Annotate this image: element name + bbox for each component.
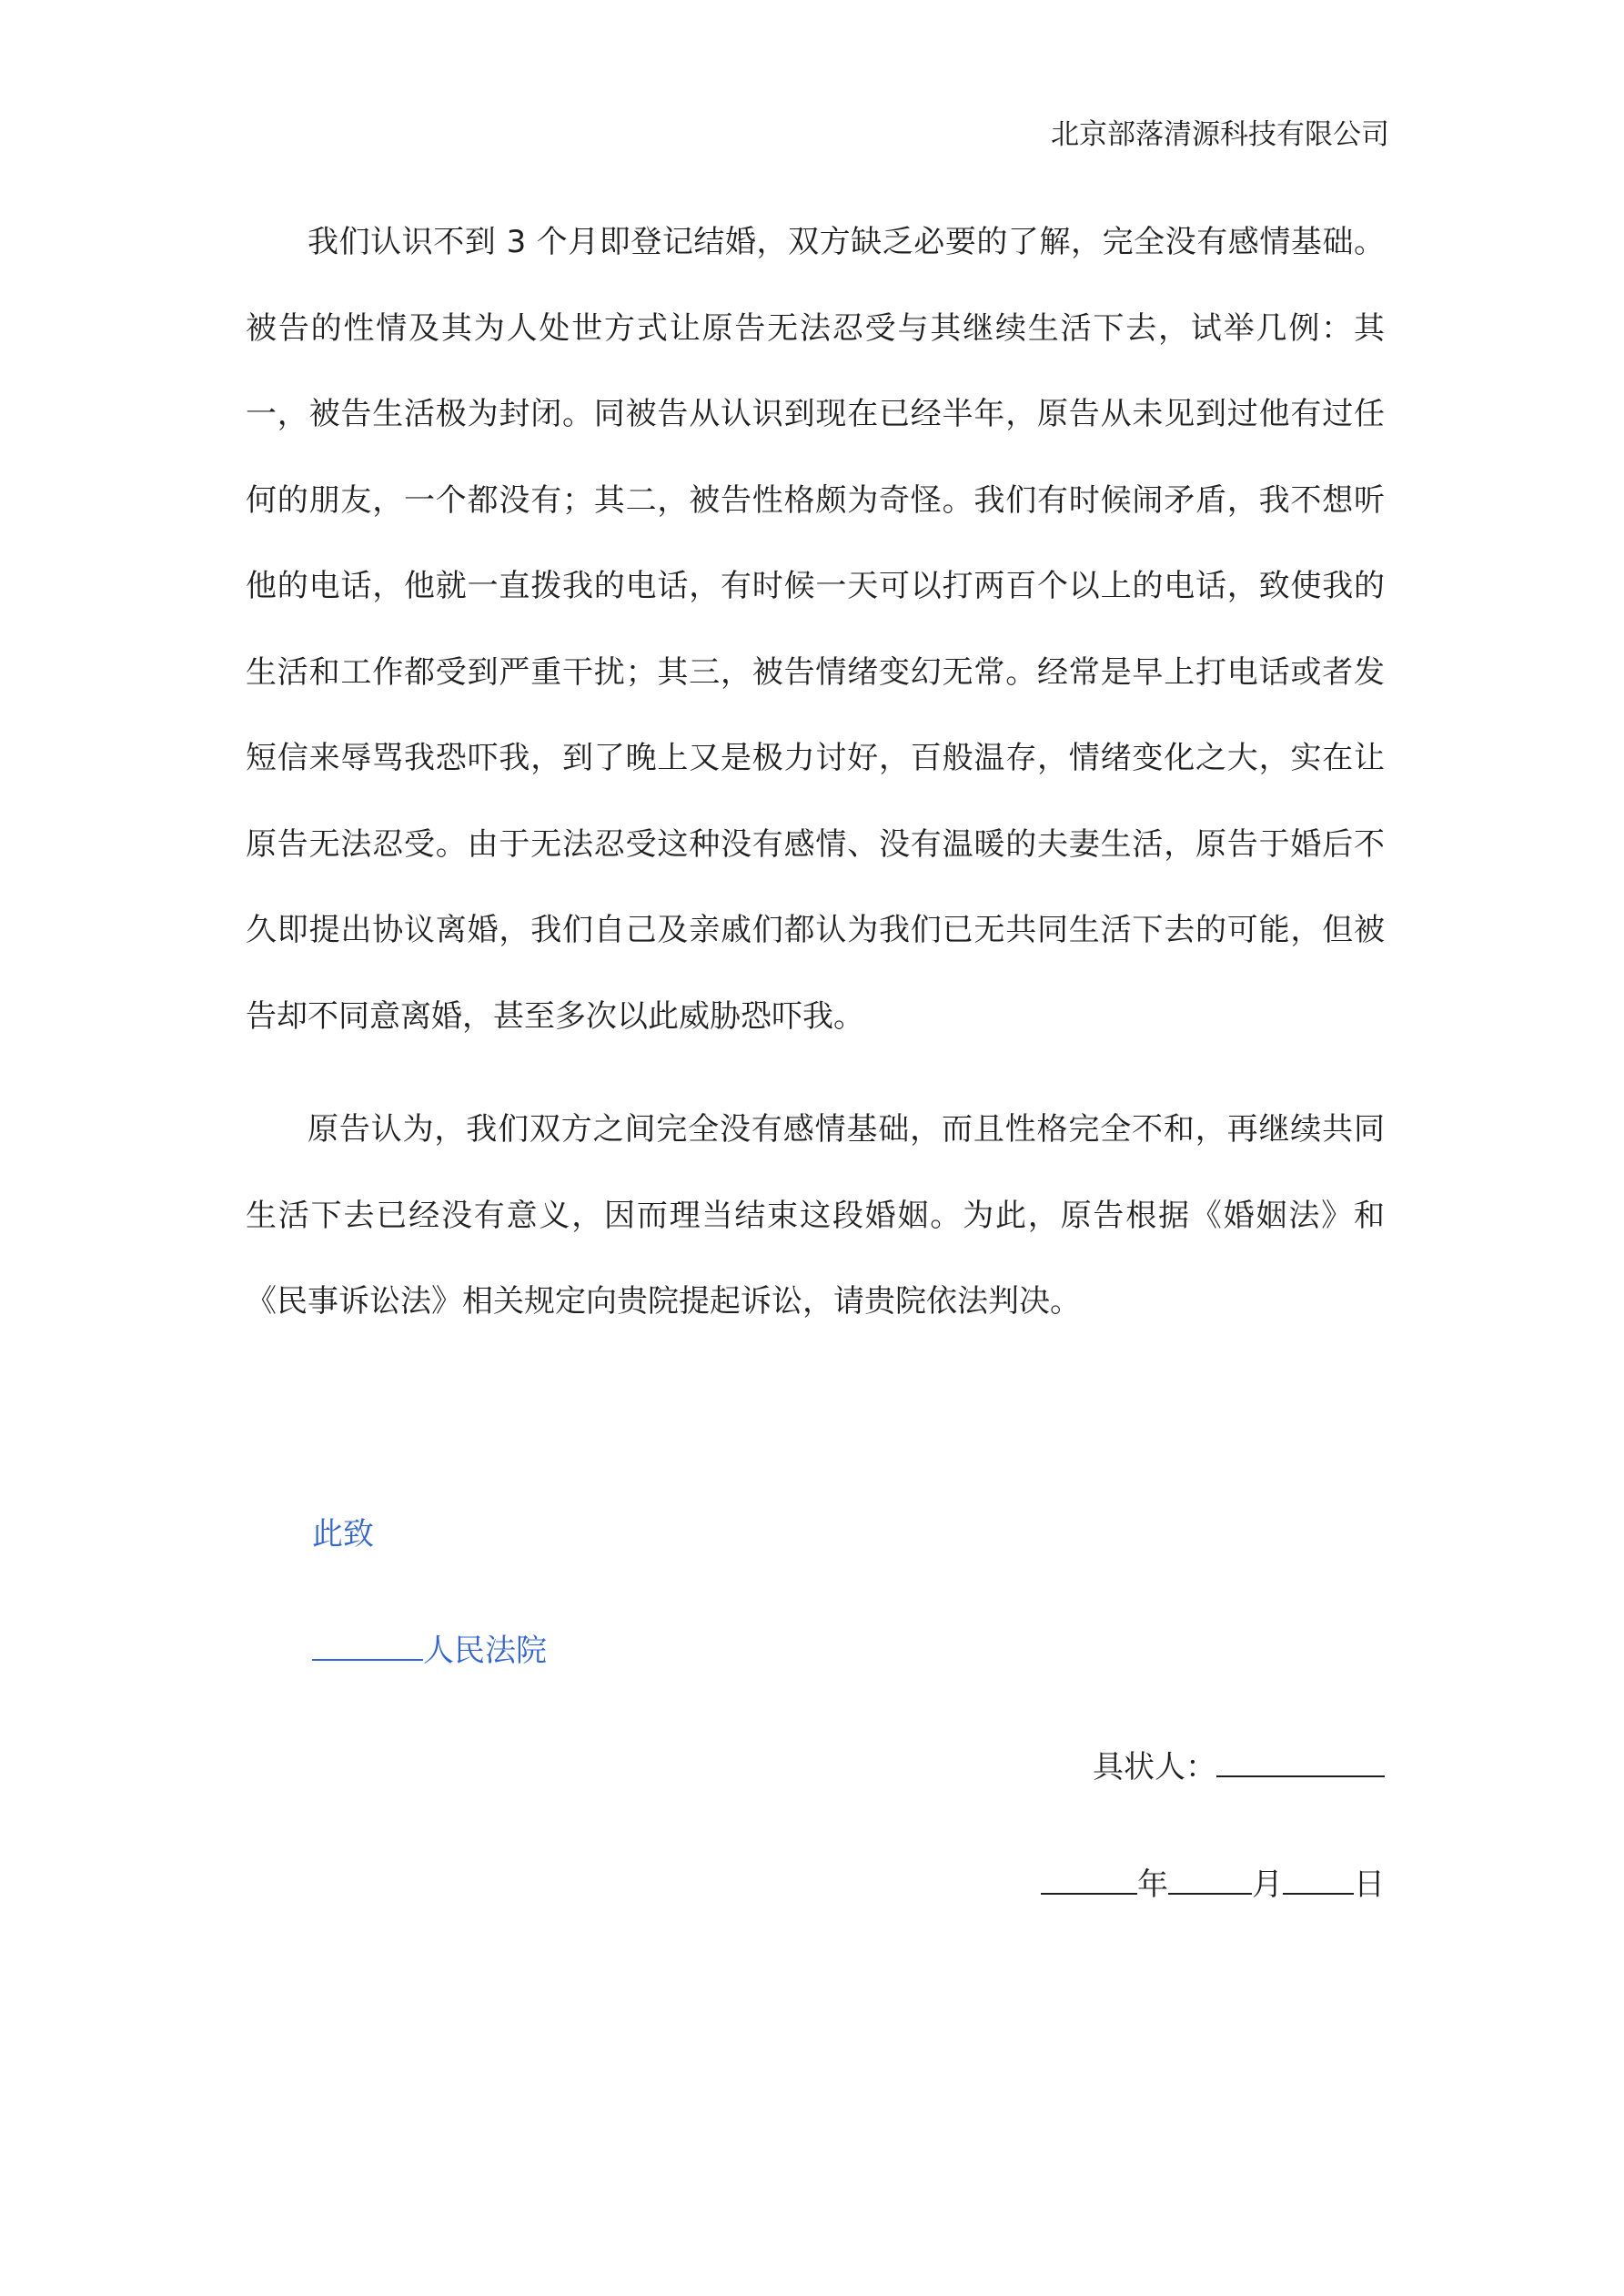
month-label: 月	[1252, 1866, 1283, 1903]
year-label: 年	[1137, 1866, 1168, 1903]
signer-label: 具状人：	[1093, 1749, 1216, 1785]
court-address-line	[312, 1631, 547, 1671]
complaint-paragraph-1: 我们认识不到 3 个月即登记结婚，双方缺乏必要的了解，完全没有感情基础。被告的性情及其为人处世方式让原告无法忍受与其继续生活下去，试举几例：其一，被告生活极为封闭。同被告从认识到现在已经半年，原告从未见到过他有过任何的朋友，一个都没有；其二，被告性格颇为奇怪。我们有时候闹矛盾，我不想听他的电话，他就一直拨我的电话，有时候一天可以打两百个以上的电话，致使我的生活和工作都受到严重干扰；其三，被告情绪变幻无常。经常是早上打电话或者发短信来辱骂我恐吓我，到了晚上又是极力讨好，百般温存，情绪变化之大，实在让原告无法忍受。由于无法忍受这种没有感情、没有温暖的夫妻生活，原告于婚后不久即提出协议离婚，我们自己及亲戚们都认为我们已无共同生活下去的可能，但被告却不同意离婚，甚至多次以此威胁恐吓我。	[246, 224, 1385, 1035]
date-line	[1041, 1865, 1385, 1905]
salutation: 此致	[312, 1516, 374, 1553]
court-name-blank[interactable]	[312, 1632, 423, 1661]
signer-blank[interactable]	[1216, 1748, 1385, 1777]
year-blank[interactable]	[1041, 1866, 1137, 1895]
signer-line	[1093, 1747, 1385, 1787]
court-suffix: 人民法院	[423, 1633, 547, 1669]
day-label: 日	[1354, 1866, 1385, 1903]
company-header: 北京部落清源科技有限公司	[1051, 118, 1389, 151]
month-blank[interactable]	[1168, 1866, 1252, 1895]
day-blank[interactable]	[1283, 1866, 1354, 1895]
complaint-paragraph-2: 原告认为，我们双方之间完全没有感情基础，而且性格完全不和，再继续共同生活下去已经没有意义，因而理当结束这段婚姻。为此，原告根据《婚姻法》和《民事诉讼法》相关规定向贵院提起诉讼，请贵院依法判决。	[246, 1111, 1385, 1320]
